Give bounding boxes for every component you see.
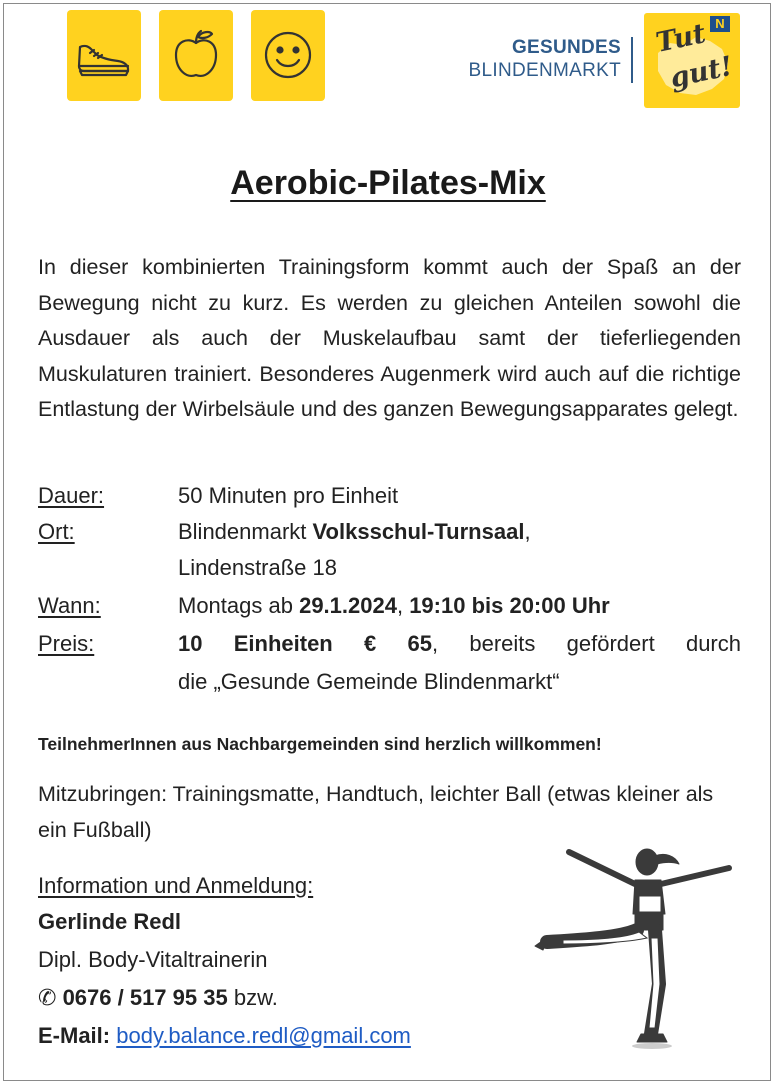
tut-gut-badge [644, 13, 740, 108]
welcome-note: TeilnehmerInnen aus Nachbargemeinden sind herzlich willkommen! [38, 734, 602, 754]
email-link[interactable]: body.balance.redl@gmail.com [116, 1023, 411, 1048]
noe-n-badge: N [710, 16, 730, 32]
page-title [4, 164, 772, 203]
location-value [178, 514, 531, 550]
when-prefix: Montags ab [178, 593, 300, 618]
intro-paragraph: In dieser kombinierten Trainingsform kommt auch der Spaß an der Bewegung nicht zu kurz. Es werden zu gleichen Anteilen sowohl die Ausdauer als auch der Muskelaufbau samt der tieferliegenden Muskulaturen trainiert. Besonderes Augenmerk wird auch auf die richtige Entlastung der Wirbelsäule und des ganzen Bewegungsapparates gelegt. [38, 255, 741, 421]
location-suffix: , [524, 519, 531, 544]
badge-line-1: Tut [653, 18, 709, 59]
contact-email-row [38, 1018, 411, 1054]
badge-line-2: gut! [667, 50, 736, 95]
duration-value: 50 Minuten pro Einheit [178, 483, 399, 508]
smiley-icon [251, 10, 325, 101]
logo-line-2: BLINDENMARKT [468, 60, 621, 81]
price-value [178, 626, 741, 662]
email-label: E-Mail: [38, 1023, 111, 1048]
location-street: Lindenstraße 18 [178, 555, 337, 580]
phone-suffix: bzw. [227, 985, 278, 1010]
bring-note: Mitzubringen: Trainingsmatte, Handtuch, leichter Ball (etwas kleiner als ein Fußball) [38, 782, 714, 842]
contact-role: Dipl. Body-Vitaltrainerin [38, 947, 268, 972]
price-amount: 10 Einheiten € 65 [178, 631, 432, 656]
contact-phone-row [38, 980, 278, 1016]
when-value [178, 588, 610, 624]
contact-phone[interactable]: 0676 / 517 95 35 [62, 985, 228, 1010]
location-venue: Volksschul-Turnsaal [312, 519, 525, 544]
when-time: 19:10 bis 20:00 Uhr [409, 593, 610, 618]
contact-name: Gerlinde Redl [38, 909, 182, 934]
location-prefix: Blindenmarkt [178, 519, 313, 544]
aerobic-dancer-illustration [529, 834, 744, 1054]
phone-icon: ✆ [38, 985, 57, 1010]
price-sponsor: die „Gesunde Gemeinde Blindenmarkt“ [178, 669, 560, 694]
logo-divider [631, 37, 633, 83]
title-text: Aerobic-Pilates-Mix [230, 164, 546, 202]
gesundes-blindenmarkt-logo [446, 36, 621, 82]
flyer-page [3, 3, 771, 1081]
price-label: Preis: [38, 631, 95, 656]
running-shoe-icon [67, 10, 141, 101]
apple-icon [159, 10, 233, 101]
when-label: Wann: [38, 593, 101, 618]
contact-heading: Information und Anmeldung: [38, 873, 314, 898]
logo-line-1: GESUNDES [511, 37, 621, 58]
price-suffix: , bereits gefördert durch [431, 631, 741, 656]
duration-label: Dauer: [38, 483, 105, 508]
when-sep: , [396, 593, 410, 618]
location-label: Ort: [38, 519, 75, 544]
when-date: 29.1.2024 [299, 593, 397, 618]
